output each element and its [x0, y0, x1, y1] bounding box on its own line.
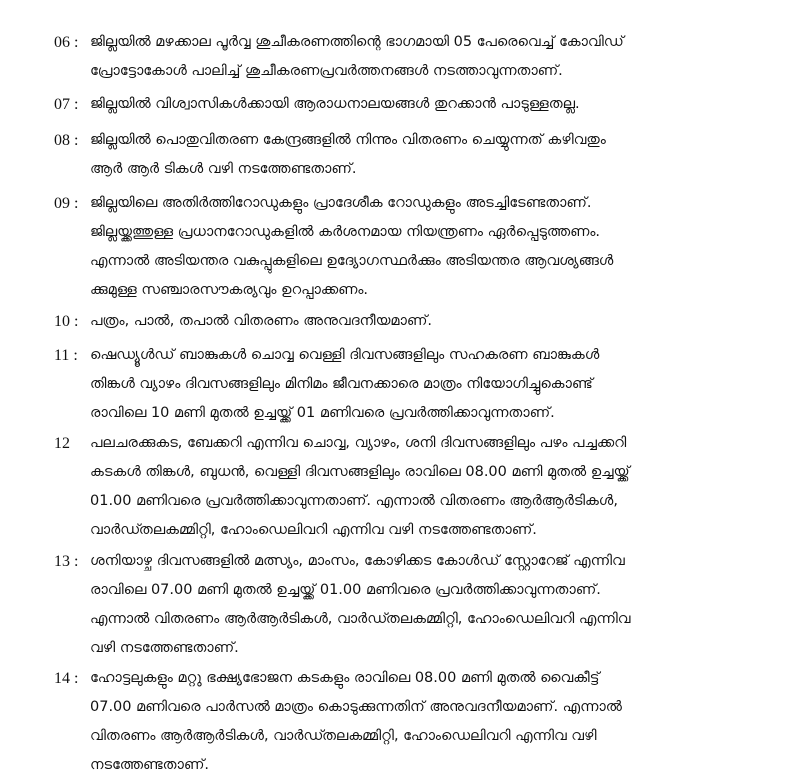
text-line: നടത്തേണ്ടതാണ്.	[90, 757, 209, 773]
text-line: ശനിയാഴ്ച ദിവസങ്ങളിൽ മത്സ്യം, മാംസം, കോഴിക്കട കോൾഡ് സ്റ്റോറേജ് എന്നിവ	[90, 553, 625, 569]
text-line: വിതരണം ആർആർടികൾ, വാർഡ്തലകമ്മിറ്റി, ഹോംഡെലിവറി എന്നിവ വഴി	[90, 728, 597, 744]
text-line: ജില്ലയ്ക്കത്തുള്ള പ്രധാനറോഡുകളിൽ കർശനമായ നിയന്ത്രണം ഏർപ്പെടുത്തണം.	[90, 224, 601, 240]
text-line: ജില്ലയിൽ പൊതുവിതരണ കേന്ദ്രങ്ങളിൽ നിന്നും വിതരണം ചെയ്യുന്നത് കഴിവതും	[90, 132, 606, 148]
item-number: 08 :	[54, 132, 79, 149]
item-number: 13 :	[54, 553, 79, 570]
text-line: 07.00 മണിവരെ പാർസൽ മാത്രം കൊടുക്കുന്നതിന് അനുവദനീയമാണ്. എന്നാൽ	[90, 699, 622, 715]
item-number: 14 :	[54, 670, 79, 687]
text-line: ഹോട്ടലുകളും മറ്റു ഭക്ഷ്യഭോജന കടകളും രാവിലെ 08.00 മണി മുതൽ വൈകീട്ട്	[90, 670, 600, 686]
text-line: തിങ്കൾ വ്യാഴം ദിവസങ്ങളിലും മിനിമം ജീവനക്കാരെ മാത്രം നിയോഗിച്ചുകൊണ്ട്	[90, 376, 593, 392]
item-text	[90, 664, 758, 780]
item-text	[90, 28, 758, 86]
text-line: ഷെഡ്യൂൾഡ് ബാങ്കുകൾ ചൊവ്വ വെള്ളി ദിവസങ്ങളിലും സഹകരണ ബാങ്കുകൾ	[90, 347, 600, 363]
item-text	[90, 126, 758, 184]
item-text	[90, 307, 758, 336]
text-line: എന്നാൽ വിതരണം ആർആർടികൾ, വാർഡ്തലകമ്മിറ്റി, ഹോംഡെലിവറി എന്നിവ	[90, 611, 631, 627]
text-line: കടകൾ തിങ്കൾ, ബുധൻ, വെള്ളി ദിവസങ്ങളിലും രാവിലെ 08.00 മണി മുതൽ ഉച്ചയ്ക്ക്	[90, 464, 630, 480]
item-text	[90, 547, 758, 663]
item-text	[90, 189, 758, 305]
text-line: പലചരക്കുകട, ബേക്കറി എന്നിവ ചൊവ്വ, വ്യാഴം, ശനി ദിവസങ്ങളിലും പഴം പച്ചക്കറി	[90, 435, 627, 451]
text-line: ജില്ലയിൽ മഴക്കാല പൂർവ്വ ശുചീകരണത്തിന്റെ ഭാഗമായി 05 പേരെവെച്ച് കോവിഡ്	[90, 34, 624, 50]
text-line: ജില്ലയിലെ അതിർത്തിറോഡുകളും പ്രാദേശീക റോഡുകളും അടച്ചിടേണ്ടതാണ്.	[90, 195, 592, 211]
item-number: 10 :	[54, 313, 79, 330]
text-line: ജില്ലയിൽ വിശ്വാസികൾക്കായി ആരാധനാലയങ്ങൾ തുറക്കാൻ പാടുള്ളതല്ല.	[90, 96, 580, 112]
item-number: 06 :	[54, 34, 79, 51]
item-number: 11 :	[54, 347, 78, 364]
text-line: രാവിലെ 07.00 മണി മുതൽ ഉച്ചയ്ക്ക് 01.00 മണിവരെ പ്രവർത്തിക്കാവുന്നതാണ്.	[90, 582, 601, 598]
item-number: 07 :	[54, 96, 79, 113]
item-number: 12	[54, 435, 70, 452]
text-line: ക്കുമുള്ള സഞ്ചാരസൗകര്യവും ഉറപ്പാക്കണം.	[90, 282, 369, 298]
text-line: വാർഡ്തലകമ്മിറ്റി, ഹോംഡെലിവറി എന്നിവ വഴി നടത്തേണ്ടതാണ്.	[90, 522, 537, 538]
item-text	[90, 429, 758, 545]
text-line: രാവിലെ 10 മണി മുതൽ ഉച്ചയ്ക്ക് 01 മണിവരെ പ്രവർത്തിക്കാവുന്നതാണ്.	[90, 405, 555, 421]
text-line: 01.00 മണിവരെ പ്രവർത്തിക്കാവുന്നതാണ്. എന്നാൽ വിതരണം ആർആർടികൾ,	[90, 493, 618, 509]
text-line: എന്നാൽ അടിയന്തര വകുപ്പുകളിലെ ഉദ്യോഗസ്ഥർക്കും അടിയന്തര ആവശ്യങ്ങൾ	[90, 253, 614, 269]
item-text	[90, 90, 758, 119]
text-line: വഴി നടത്തേണ്ടതാണ്.	[90, 640, 239, 656]
text-line: ആർ ആർ ടികൾ വഴി നടത്തേണ്ടതാണ്.	[90, 161, 357, 177]
item-number: 09 :	[54, 195, 79, 212]
item-text	[90, 341, 758, 428]
text-line: പത്രം, പാൽ, തപാൽ വിതരണം അനുവദനീയമാണ്.	[90, 313, 432, 329]
text-line: പ്രോട്ടോകോൾ പാലിച്ച് ശുചീകരണപ്രവർത്തനങ്ങൾ നടത്താവുന്നതാണ്.	[90, 63, 563, 79]
